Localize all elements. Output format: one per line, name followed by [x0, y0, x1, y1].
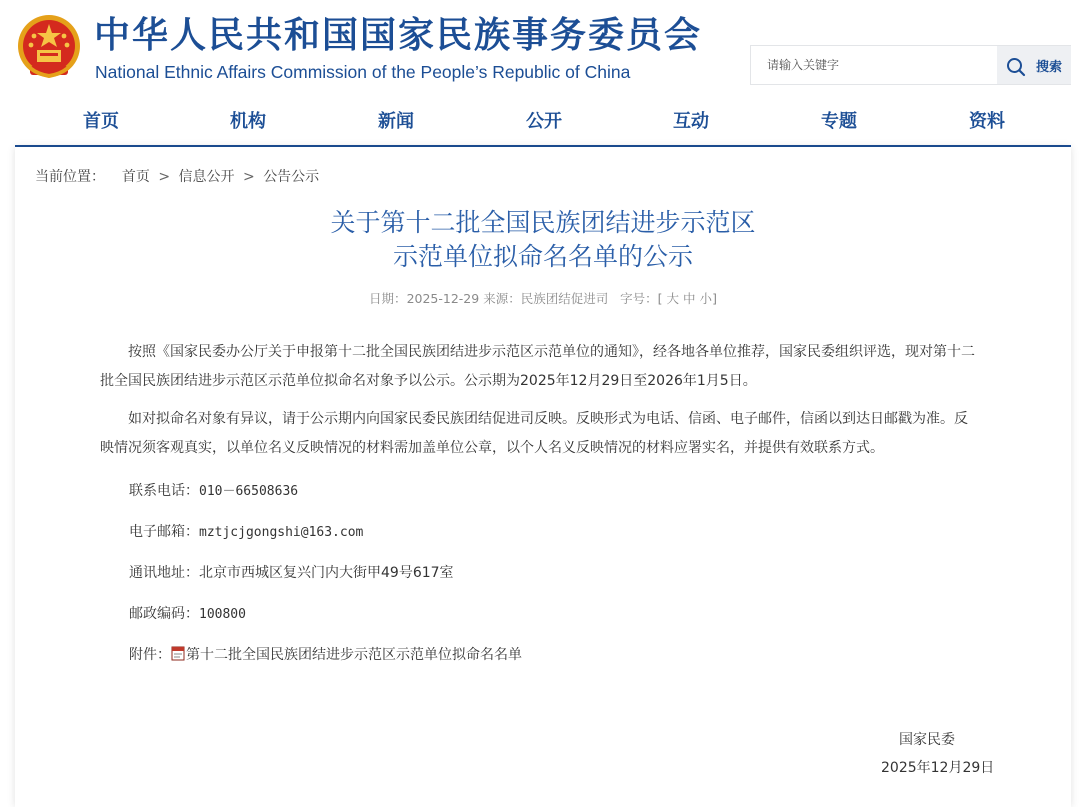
- contact-postcode: [129, 603, 246, 626]
- phone-label: 联系电话：: [129, 483, 199, 499]
- nav-item-news[interactable]: 新闻: [378, 111, 414, 132]
- national-emblem-logo[interactable]: [16, 14, 82, 82]
- font-size-medium[interactable]: 中: [683, 291, 696, 306]
- breadcrumb: [35, 166, 319, 188]
- breadcrumb-prefix: 当前位置：: [35, 169, 105, 185]
- article-paragraph: [100, 405, 980, 463]
- font-size-large[interactable]: 大: [666, 291, 680, 306]
- phone-value: 010－66508636: [199, 484, 299, 499]
- paragraph-2-text: 如对拟命名对象有异议，请于公示期内向国家民委民族团结促进司反映。反映形式为电话、信函、电子邮件，信函以到达日邮戳为准。反映情况须客观真实，以单位名义反映情况的材料需加盖单位公章，以个人名义反映情况的材料应署实名，并提供有效联系方式。: [100, 411, 968, 456]
- article-title: [15, 206, 1071, 274]
- font-size-bracket: ]: [712, 291, 717, 306]
- article-title-line1: 关于第十二批全国民族团结进步示范区: [330, 208, 756, 237]
- breadcrumb-disclosure[interactable]: 信息公开: [178, 169, 235, 185]
- nav-item-disclosure[interactable]: 公开: [526, 111, 562, 132]
- contact-phone: [129, 480, 298, 503]
- main-nav: [0, 98, 1080, 146]
- font-size-label: 字号：: [620, 291, 658, 306]
- site-title-chinese[interactable]: 中华人民共和国国家民族事务委员会: [94, 15, 703, 56]
- nav-item-organization[interactable]: 机构: [230, 111, 266, 132]
- attachment-link[interactable]: [171, 647, 522, 663]
- font-size-small[interactable]: 小: [699, 291, 713, 306]
- paragraph-1-text: 按照《国家民委办公厅关于申报第十二批全国民族团结进步示范区示范单位的通知》，经各地各单位推荐，国家民委组织评选，现对第十二批全国民族团结进步示范区示范单位拟命名对象予以公示。公示期为2025年12月29日至2026年1月5日。: [100, 344, 975, 389]
- signature-org: 国家民委: [899, 732, 955, 748]
- attachment-label: 附件：: [129, 647, 171, 663]
- attachment: [129, 644, 522, 666]
- article-source: 民族团结促进司: [520, 291, 609, 306]
- attachment-name: 第十二批全国民族团结进步示范区示范单位拟命名名单: [186, 647, 522, 663]
- font-size-bracket: [: [657, 291, 663, 306]
- article-meta: [15, 289, 1071, 307]
- publish-date: 2025-12-29: [406, 291, 480, 306]
- nav-item-topics[interactable]: 专题: [821, 111, 857, 132]
- nav-item-interaction[interactable]: 互动: [673, 111, 709, 132]
- contact-email: [129, 521, 363, 544]
- email-value: mztjcjgongshi@163.com: [199, 525, 364, 540]
- search-box: [750, 45, 1071, 85]
- breadcrumb-separator: >: [243, 169, 255, 185]
- article-paragraph: [100, 338, 980, 396]
- nav-item-resources[interactable]: 资料: [969, 111, 1005, 132]
- address-value: 北京市西城区复兴门内大街甲49号617室: [199, 565, 454, 581]
- email-label: 电子邮箱：: [129, 524, 199, 540]
- breadcrumb-announcements[interactable]: 公告公示: [263, 169, 320, 185]
- date-label: 日期：: [369, 291, 407, 306]
- postcode-value: 100800: [199, 607, 246, 622]
- search-button[interactable]: [997, 46, 1071, 84]
- nav-item-home[interactable]: 首页: [83, 111, 119, 132]
- search-input[interactable]: [751, 46, 997, 84]
- source-label: 来源：: [483, 291, 521, 306]
- search-icon: [1005, 56, 1027, 78]
- article-title-line2: 示范单位拟命名名单的公示: [392, 242, 693, 271]
- site-header: [0, 0, 1080, 98]
- pdf-icon: [171, 646, 185, 661]
- breadcrumb-separator: >: [158, 169, 171, 185]
- postcode-label: 邮政编码：: [129, 606, 199, 622]
- breadcrumb-home[interactable]: 首页: [121, 169, 150, 185]
- contact-address: [129, 562, 454, 584]
- search-button-label: 搜索: [1036, 60, 1063, 75]
- signature-date: 2025年12月29日: [881, 760, 995, 776]
- address-label: 通讯地址：: [129, 565, 199, 581]
- site-title-english[interactable]: National Ethnic Affairs Commission of the People’s Republic of China: [95, 62, 631, 82]
